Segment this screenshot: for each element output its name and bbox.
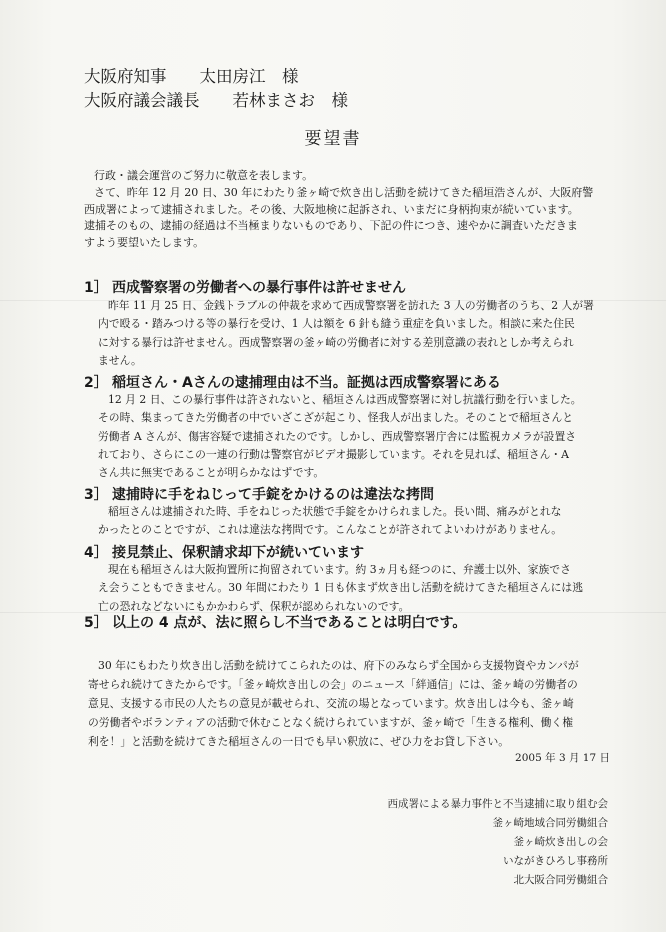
section-3-body: 稲垣さんは逮捕された時、手をねじった状態で手錠をかけられました。長い間、痛みがとれな かったとのことですが、これは違法な拷問です。こんなことが許されてよいわけがありません。 xyxy=(98,505,563,537)
section-3-heading: 3］ 逮捕時に手をねじって手錠をかけるのは違法な拷問 xyxy=(84,487,434,503)
section-5-heading: 5］ 以上の 4 点が、法に照らし不当であることは明白です。 xyxy=(84,615,467,631)
organization-name: 西成署による暴力事件と不当逮捕に取り組む会 xyxy=(387,798,608,810)
addressee-assembly-chair: 大阪府議会議長 若林まさお 様 xyxy=(84,91,348,110)
section-2-body: 12 月 2 日、この暴行事件は許されないと、稲垣さんは西成警察署に対し抗議行動を行いました。 その時、集まってきた労働者の中でいざこざが起こり、怪我人が出ました。そのことで稲垣さんと 労働者 A さんが、傷害容疑で逮捕されたのです。しかし、西成警察署庁舎には監視カメラが設置さ れており、さらにこの一連の行動は警察官がビデオ撮影しています。それを見れば、稲垣さん・A さん共に無実であることが明らかなはずです。 xyxy=(98,393,582,480)
document-title: 要望書 xyxy=(304,129,362,149)
section-2-heading: 2］ 稲垣さん・Aさんの逮捕理由は不当。証拠は西成警察署にある xyxy=(84,375,501,391)
section-1-body: 昨年 11 月 25 日、金銭トラブルの仲裁を求めて西成警察署を訪れた 3 人の労働者のうち、2 人が署 内で殴る・踏みつける等の暴行を受け、1 人は額を 6 針も縫う重症を負いました。相談に来た住民 に対する暴行は許せません。西成警察署の釜ヶ崎の労働者に対する差別意識の表れとしか考えられ ません。 xyxy=(98,299,594,367)
organization-name: いながきひろし事務所 xyxy=(503,855,608,867)
document-date: 2005 年 3 月 17 日 xyxy=(515,752,610,764)
closing-paragraph: 30 年にもわたり炊き出し活動を続けてこられたのは、府下のみならず全国から支援物資やカンパが 寄せられ続けてきたからです。「釜ヶ崎炊き出しの会」のニュース「絆通信」には、釜ヶ崎の労働者の 意見、支援する市民の人たちの意見が載せられ、交流の場となっています。炊き出しは今も、釜ヶ崎 の労働者やボランティアの活動で休むことなく続けられていますが、釜ヶ崎で「生きる権利、働く権 利を！」と活動を続けてきた稲垣さんの一日でも早い釈放に、ぜひ力をお貸し下さい。 xyxy=(88,659,579,748)
section-4-body: 現在も稲垣さんは大阪拘置所に拘留されています。約 3ヵ月も経つのに、弁護士以外、家族でさ え会うこともできません。30 年間にわたり 1 日も休まず炊き出し活動を続けてきた稲垣さんには逃 亡の恐れなどないにもかかわらず、保釈が認められないのです。 xyxy=(98,563,584,613)
addressee-governor: 大阪府知事 太田房江 様 xyxy=(84,67,299,86)
section-1-heading: 1］ 西成警察署の労働者への暴行事件は許せません xyxy=(84,280,406,296)
organization-name: 北大阪合同労働組合 xyxy=(513,874,608,886)
organization-name: 釜ヶ崎炊き出しの会 xyxy=(513,836,608,848)
intro-paragraph: 行政・議会運営のご努力に敬意を表します。 さて、昨年 12 月 20 日、30 年にわたり釜ヶ崎で炊き出し活動を続けてきた稲垣浩さんが、大阪府警 西成署によって逮捕されました。その後、大阪地検に起訴され、いまだに身柄拘束が続いています。 逮捕そのもの、逮捕の経過は不当極まりないものであり、下記の件につき、速やかに調査いただきま すよう要望いたします。 xyxy=(84,169,594,250)
section-4-heading: 4］ 接見禁止、保釈請求却下が続いています xyxy=(84,545,364,561)
organization-name: 釜ヶ崎地域合同労働組合 xyxy=(492,817,608,829)
